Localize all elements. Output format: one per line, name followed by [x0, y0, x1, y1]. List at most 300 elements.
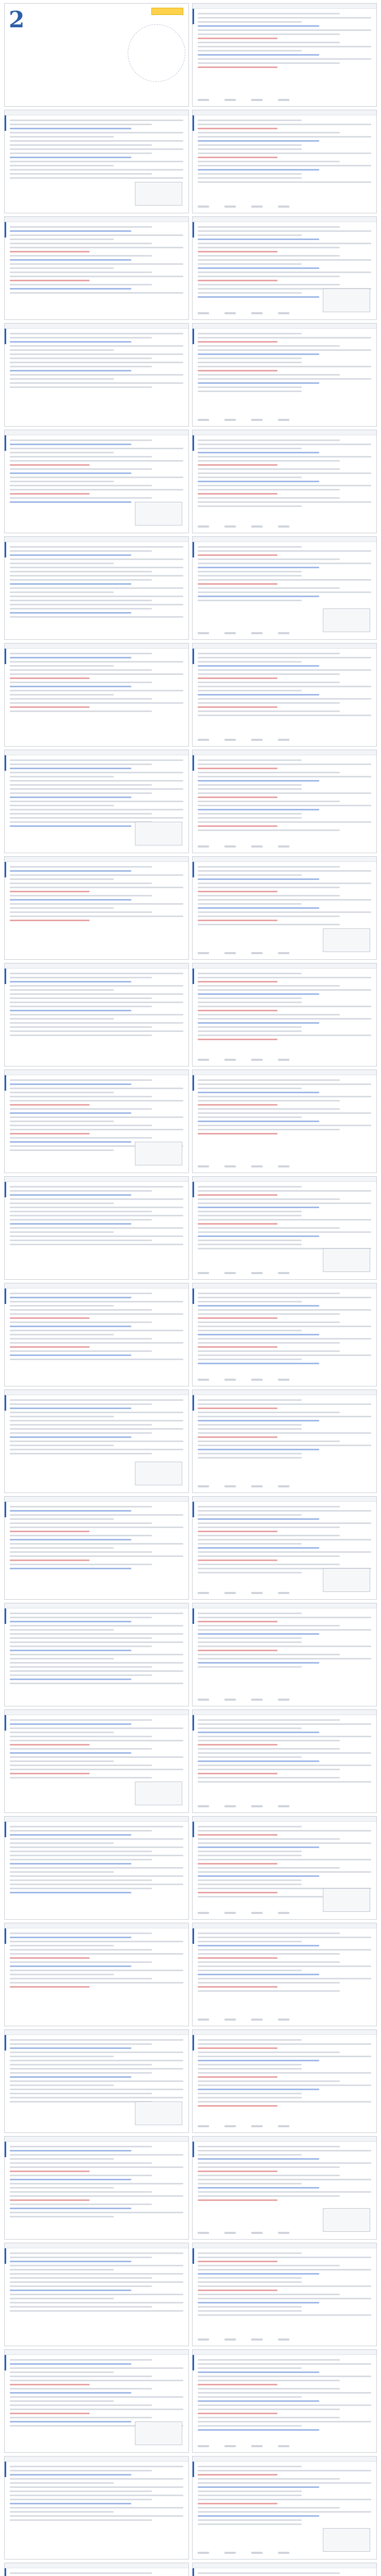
slide — [192, 2563, 377, 2576]
text-line — [10, 809, 183, 810]
text-lines — [10, 1399, 183, 1457]
text-line — [10, 2474, 131, 2476]
answer-option — [224, 739, 236, 741]
text-line — [10, 661, 183, 663]
text-lines — [10, 2572, 183, 2576]
text-line — [10, 276, 183, 277]
text-line — [198, 444, 371, 445]
answer-option — [198, 2552, 209, 2554]
accent-bar — [5, 862, 6, 877]
text-line — [10, 1949, 152, 1951]
answer-option — [198, 1592, 209, 1594]
text-line — [10, 2089, 183, 2090]
text-line — [198, 1330, 302, 1331]
text-line — [198, 337, 371, 338]
text-line — [10, 1859, 152, 1860]
text-line — [10, 247, 183, 248]
answer-options — [198, 1272, 371, 1274]
text-line — [198, 895, 340, 896]
text-line — [198, 1863, 278, 1865]
text-line — [198, 2572, 340, 2574]
text-line — [198, 1030, 302, 1032]
text-line — [10, 1506, 152, 1507]
text-line — [10, 251, 90, 252]
text-line — [10, 1010, 131, 1011]
text-line — [10, 2187, 114, 2189]
accent-bar — [193, 1928, 194, 1944]
answer-option — [224, 952, 236, 954]
slide-header — [193, 1070, 376, 1075]
text-line — [198, 501, 371, 503]
text-line — [198, 1240, 302, 1241]
text-line — [10, 686, 131, 687]
accent-bar — [193, 1608, 194, 1624]
text-line — [10, 1083, 131, 1085]
text-line — [10, 1354, 131, 1356]
text-line — [198, 1830, 371, 1832]
text-line — [10, 1514, 183, 1516]
slide-header — [193, 1390, 376, 1395]
text-line — [10, 448, 183, 449]
text-line — [198, 1190, 371, 1192]
text-line — [198, 1338, 371, 1340]
answer-option — [278, 2019, 289, 2021]
text-line — [198, 809, 319, 810]
text-line — [10, 386, 152, 388]
text-line — [198, 152, 371, 154]
text-lines — [198, 120, 371, 185]
text-line — [198, 1522, 371, 1524]
text-line — [198, 591, 371, 593]
text-line — [198, 1621, 278, 1622]
text-line — [10, 472, 131, 474]
text-line — [198, 710, 340, 712]
text-line — [198, 1970, 302, 1971]
answer-option — [198, 1379, 209, 1381]
answer-option — [198, 845, 209, 848]
text-line — [198, 358, 302, 359]
text-lines — [198, 1506, 371, 1576]
text-line — [198, 1297, 371, 1298]
accent-bar — [193, 1182, 194, 1197]
slide-header — [5, 2563, 188, 2568]
text-line — [10, 345, 183, 347]
text-line — [198, 1194, 278, 1196]
accent-bar — [193, 862, 194, 877]
text-line — [198, 280, 278, 281]
text-line — [10, 2417, 152, 2418]
text-line — [10, 1133, 90, 1134]
text-line — [198, 2478, 340, 2480]
text-line — [198, 1781, 371, 1783]
text-line — [198, 1227, 340, 1229]
text-line — [10, 1436, 131, 1438]
text-line — [198, 1092, 319, 1093]
text-line — [10, 1334, 114, 1335]
text-line — [10, 2179, 131, 2180]
text-line — [10, 1227, 183, 1229]
text-line — [198, 1748, 340, 1750]
text-line — [10, 1129, 183, 1130]
text-line — [10, 1560, 90, 1561]
text-line — [198, 1859, 371, 1860]
answer-option — [198, 419, 209, 421]
figure-placeholder — [135, 2421, 182, 2445]
text-line — [10, 887, 183, 888]
text-line — [10, 1121, 114, 1122]
accent-bar — [193, 755, 194, 771]
slide-header — [193, 4, 376, 9]
text-line — [10, 460, 183, 462]
answer-option — [278, 206, 289, 208]
text-lines — [10, 1613, 183, 1687]
text-line — [10, 2052, 183, 2053]
text-lines — [10, 120, 183, 181]
answer-options — [198, 2125, 371, 2127]
text-lines — [10, 1506, 183, 1572]
answer-option — [251, 2338, 263, 2341]
accent-bar — [5, 1289, 6, 1304]
text-line — [10, 173, 152, 175]
answer-options — [198, 739, 371, 741]
text-line — [10, 1637, 152, 1639]
accent-bar — [5, 542, 6, 557]
text-line — [10, 1088, 183, 1089]
text-line — [198, 1974, 319, 1975]
text-line — [198, 2306, 302, 2308]
accent-bar — [5, 222, 6, 238]
text-line — [10, 2306, 152, 2308]
text-line — [198, 2056, 371, 2057]
text-line — [10, 1826, 183, 1827]
text-line — [198, 1572, 302, 1573]
text-line — [10, 1235, 183, 1237]
text-lines — [198, 1186, 371, 1252]
text-line — [10, 706, 90, 708]
answer-option — [278, 2232, 289, 2234]
answer-options — [198, 1592, 371, 1594]
text-line — [198, 1219, 371, 1221]
text-line — [198, 2302, 319, 2303]
text-line — [10, 920, 90, 921]
text-line — [10, 2093, 152, 2094]
text-line — [10, 1863, 131, 1865]
text-line — [10, 468, 152, 470]
text-line — [198, 759, 302, 761]
text-line — [10, 653, 152, 654]
text-line — [10, 895, 152, 896]
text-line — [10, 575, 183, 577]
text-line — [198, 1949, 371, 1951]
text-line — [10, 255, 152, 257]
accent-bar — [5, 2248, 6, 2264]
text-lines — [198, 1399, 371, 1461]
text-line — [198, 1826, 302, 1827]
slide — [192, 2029, 377, 2133]
slide-header — [193, 1603, 376, 1608]
answer-option — [224, 2019, 236, 2021]
text-line — [198, 1215, 302, 1216]
text-line — [10, 2371, 114, 2373]
slide-header — [193, 857, 376, 862]
text-lines — [198, 2466, 371, 2528]
text-line — [198, 1202, 371, 1204]
text-line — [10, 1846, 183, 1848]
text-line — [198, 489, 340, 490]
text-line — [10, 2039, 183, 2041]
text-line — [198, 1727, 302, 1729]
text-line — [10, 2175, 152, 2176]
text-line — [10, 2413, 90, 2414]
text-line — [10, 2486, 183, 2488]
text-line — [198, 1026, 302, 1028]
slide-header — [5, 857, 188, 862]
accent-bar — [193, 1715, 194, 1731]
text-line — [198, 1022, 319, 1024]
text-line — [10, 157, 131, 158]
text-line — [10, 1137, 152, 1139]
text-line — [10, 464, 90, 466]
text-line — [10, 144, 152, 146]
text-line — [10, 2302, 183, 2303]
text-line — [198, 2199, 278, 2201]
text-line — [198, 1945, 319, 1946]
slide-header — [5, 537, 188, 542]
figure-placeholder — [135, 822, 182, 845]
text-line — [198, 2314, 371, 2316]
text-line — [198, 1121, 319, 1122]
text-line — [10, 550, 152, 552]
text-line — [198, 181, 371, 183]
figure-placeholder — [323, 1888, 370, 1912]
text-line — [198, 1039, 278, 1040]
text-lines — [10, 439, 183, 505]
text-line — [10, 177, 183, 179]
text-line — [198, 1629, 371, 1631]
text-line — [10, 1359, 183, 1360]
slide-header — [193, 217, 376, 222]
text-line — [198, 255, 340, 257]
answer-option — [251, 1059, 263, 1061]
text-line — [198, 1986, 278, 1988]
text-line — [10, 2076, 131, 2078]
text-lines — [198, 2359, 371, 2433]
text-lines — [10, 2039, 183, 2105]
text-line — [198, 1096, 371, 1097]
text-line — [10, 362, 183, 363]
text-line — [10, 263, 183, 265]
answer-option — [198, 312, 209, 314]
text-line — [198, 702, 340, 704]
text-line — [10, 124, 152, 125]
text-line — [10, 2466, 183, 2467]
figure-placeholder — [135, 1782, 182, 1805]
text-line — [10, 677, 90, 679]
answer-options — [198, 1699, 371, 1701]
answer-option — [278, 1485, 289, 1487]
answer-option — [224, 1805, 236, 1807]
text-line — [198, 1449, 319, 1450]
text-line — [198, 391, 302, 392]
text-line — [198, 1740, 340, 1741]
text-line — [10, 657, 131, 658]
text-line — [198, 370, 278, 371]
text-line — [10, 2269, 114, 2270]
text-line — [198, 33, 340, 35]
text-line — [10, 1736, 152, 1737]
answer-options — [198, 2019, 371, 2021]
text-line — [198, 1428, 302, 1430]
text-line — [198, 2097, 302, 2098]
text-line — [198, 13, 340, 14]
answer-option — [278, 1272, 289, 1274]
text-line — [198, 1765, 371, 1766]
text-line — [198, 2380, 340, 2381]
accent-bar — [193, 435, 194, 451]
text-line — [198, 1625, 340, 1626]
text-line — [10, 2310, 183, 2312]
answer-option — [198, 632, 209, 634]
text-line — [10, 2191, 152, 2193]
text-line — [10, 1986, 90, 1988]
text-line — [10, 1543, 183, 1545]
text-line — [10, 916, 183, 917]
answer-option — [198, 2232, 209, 2234]
text-line — [198, 575, 302, 577]
accent-bar — [193, 542, 194, 557]
slide-header — [193, 1177, 376, 1182]
text-line — [198, 1342, 340, 1344]
answer-option — [198, 99, 209, 101]
answer-option — [278, 1379, 289, 1381]
accent-bar — [193, 2568, 194, 2576]
text-line — [10, 1108, 152, 1110]
text-line — [10, 1830, 152, 1832]
text-line — [198, 1133, 278, 1134]
accent-bar — [5, 1182, 6, 1197]
text-line — [10, 1149, 114, 1151]
text-line — [10, 1760, 114, 1762]
text-line — [198, 2060, 319, 2061]
text-line — [10, 878, 114, 880]
answer-option — [278, 2445, 289, 2447]
text-line — [198, 251, 278, 252]
text-line — [198, 25, 319, 27]
text-lines — [10, 1826, 183, 1896]
text-line — [198, 1309, 371, 1311]
text-line — [198, 1723, 371, 1725]
text-line — [198, 1301, 302, 1302]
text-line — [198, 362, 302, 363]
text-line — [198, 1547, 319, 1549]
accent-bar — [193, 1289, 194, 1304]
answer-option — [251, 1485, 263, 1487]
answer-option — [251, 632, 263, 634]
figure-placeholder — [323, 289, 370, 312]
answer-option — [224, 845, 236, 848]
text-line — [10, 481, 114, 482]
answer-option — [198, 526, 209, 528]
answer-options — [198, 1165, 371, 1167]
text-line — [10, 883, 152, 884]
text-line — [198, 1129, 340, 1130]
text-line — [10, 1941, 183, 1942]
text-line — [10, 907, 114, 909]
text-line — [198, 600, 302, 601]
text-line — [198, 1100, 340, 1101]
text-lines — [198, 1293, 371, 1367]
text-line — [10, 1211, 152, 1212]
text-line — [10, 239, 114, 240]
text-line — [10, 1961, 152, 1963]
text-line — [198, 911, 371, 913]
slide-header — [193, 1817, 376, 1822]
text-line — [198, 259, 371, 261]
text-line — [10, 899, 131, 901]
slide-header — [5, 963, 188, 969]
text-line — [198, 1937, 371, 1938]
text-line — [10, 1104, 90, 1106]
figure-placeholder — [323, 1248, 370, 1272]
text-line — [10, 1116, 183, 1118]
text-line — [198, 1613, 302, 1614]
text-line — [10, 1773, 90, 1774]
text-line — [10, 1970, 183, 1971]
text-lines — [10, 2466, 183, 2523]
text-line — [198, 1658, 371, 1659]
text-line — [198, 132, 340, 133]
text-line — [10, 120, 183, 121]
text-line — [198, 374, 340, 376]
text-line — [10, 1871, 114, 1873]
text-line — [10, 776, 114, 777]
text-line — [10, 2216, 114, 2217]
text-line — [10, 2499, 152, 2500]
text-line — [198, 2179, 371, 2180]
answer-option — [198, 2338, 209, 2341]
text-line — [198, 173, 302, 175]
text-line — [198, 2150, 371, 2151]
text-line — [198, 247, 340, 248]
text-line — [10, 682, 152, 683]
accent-bar — [193, 969, 194, 984]
text-line — [198, 1211, 302, 1212]
answer-option — [224, 1912, 236, 1914]
slide — [192, 536, 377, 640]
text-line — [10, 349, 114, 351]
text-line — [10, 152, 152, 154]
text-line — [198, 764, 371, 765]
text-line — [10, 1297, 131, 1298]
text-line — [10, 280, 90, 281]
text-line — [198, 924, 340, 925]
text-line — [10, 1510, 131, 1512]
text-line — [10, 1453, 152, 1454]
text-line — [10, 2166, 183, 2168]
text-line — [10, 813, 152, 815]
text-line — [198, 341, 278, 343]
slide — [192, 1816, 377, 1920]
text-line — [198, 243, 371, 244]
text-line — [10, 805, 114, 806]
answer-option — [198, 1912, 209, 1914]
slide-header — [193, 1710, 376, 1715]
text-line — [198, 2310, 302, 2312]
text-line — [10, 2183, 183, 2184]
slide — [4, 1816, 189, 1920]
text-line — [198, 439, 340, 441]
text-line — [10, 1551, 152, 1553]
